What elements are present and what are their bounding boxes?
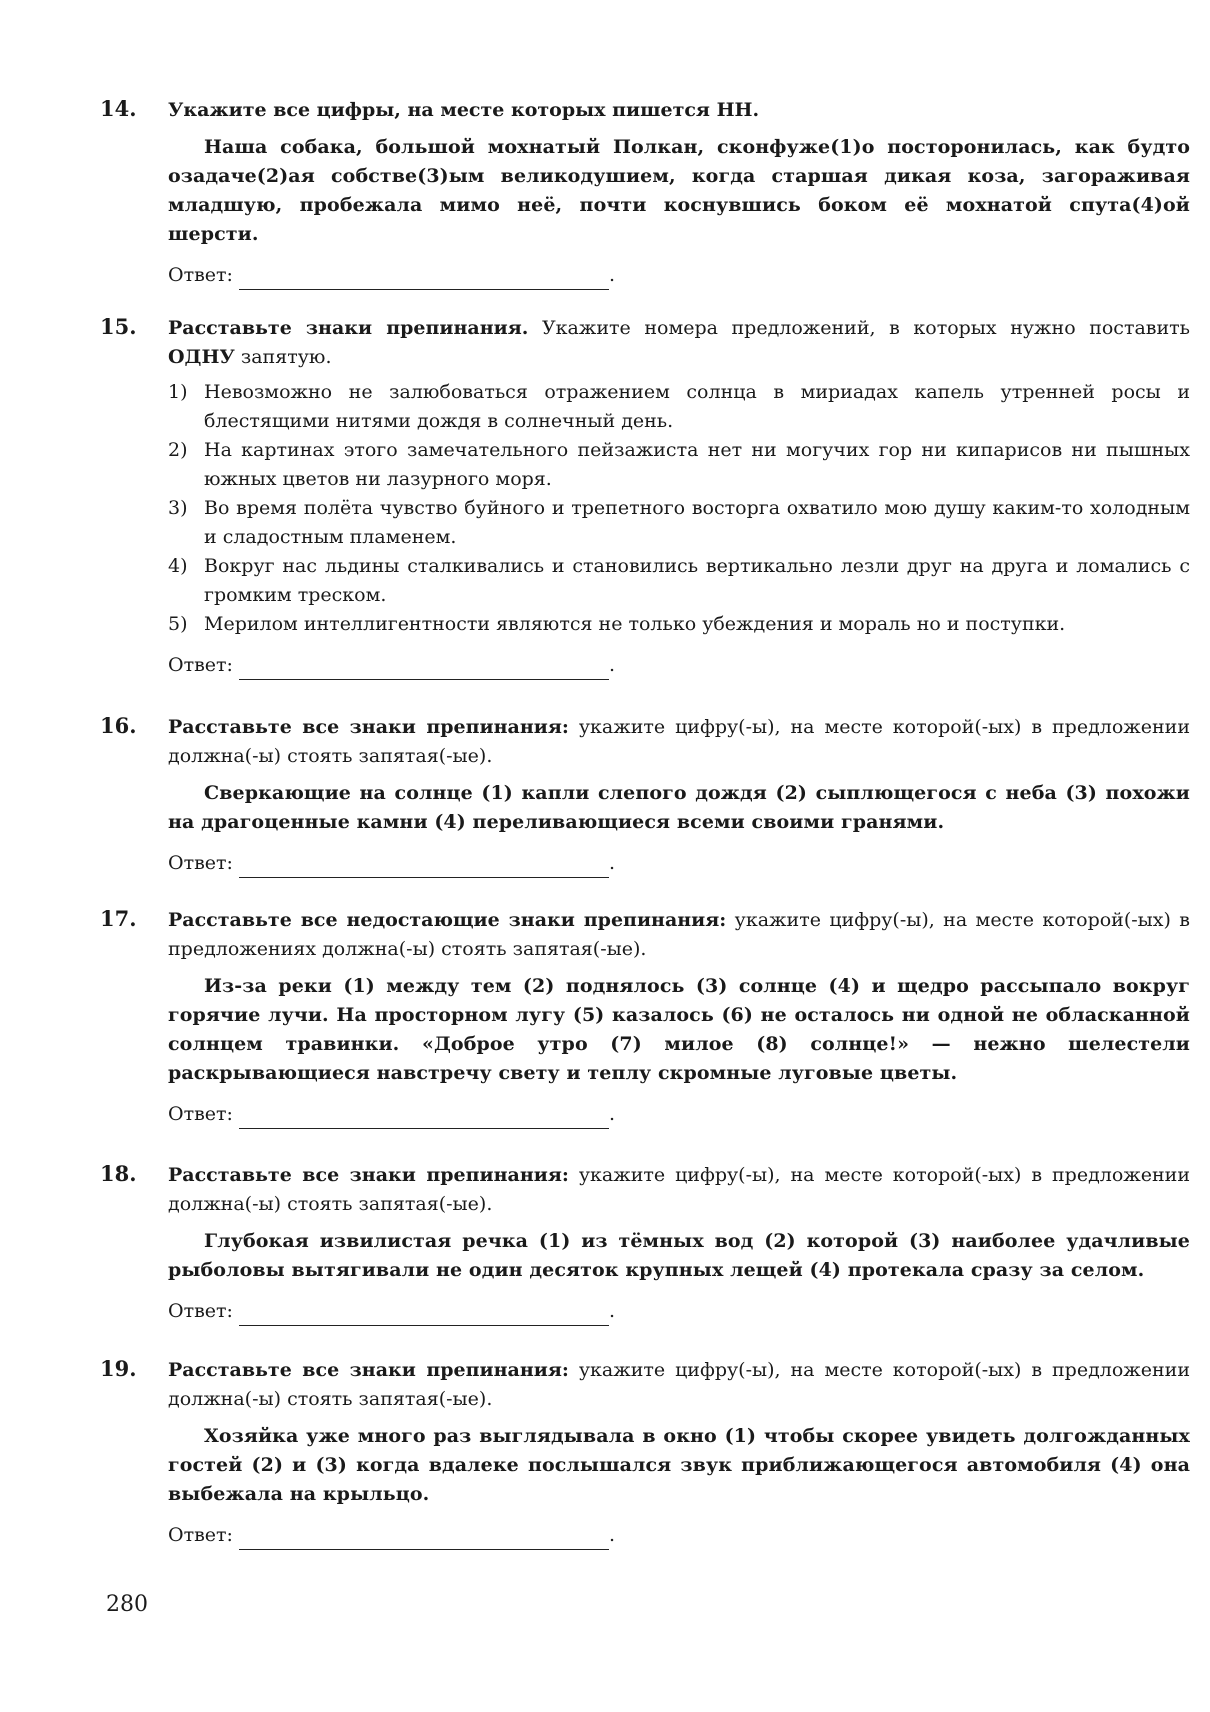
option-item: 5) Мерилом интеллигентности являются не только убеждения и мораль но и поступки. <box>168 613 1066 635</box>
task-instruction: Расставьте все знаки препинания: укажите цифру(-ы), на месте которой(-ых) в предложении должна(-ы) стоять запятая(-ые). <box>168 1164 1190 1215</box>
answer-label: Ответ: <box>168 852 233 874</box>
task-text: Сверкающие на солнце (1) капли слепого дождя (2) сыплющегося с неба (3) похожи на драгоценные камни (4) переливающиеся всеми своими гранями. <box>168 782 1190 833</box>
answer-line[interactable] <box>239 269 609 290</box>
answer-line[interactable] <box>239 1529 609 1550</box>
task-18 <box>100 1161 1190 1326</box>
task-number: 16. <box>100 713 137 738</box>
answer-line[interactable] <box>239 659 609 680</box>
task-text: Глубокая извилистая речка (1) из тёмных вод (2) которой (3) наиболее удачливые рыболовы вытягивали не один десяток крупных лещей (4) протекала сразу за селом. <box>168 1230 1190 1281</box>
task-15 <box>100 314 1190 680</box>
task-14 <box>100 96 1190 290</box>
answer-label: Ответ: <box>168 1300 233 1322</box>
page-number: 280 <box>106 1592 148 1617</box>
answer-line[interactable] <box>239 1305 609 1326</box>
task-instruction: Укажите все цифры, на месте которых пишется НН. <box>168 99 760 121</box>
task-17 <box>100 906 1190 1129</box>
answer-label: Ответ: <box>168 1524 233 1546</box>
answer-field[interactable]: Ответ: . <box>168 651 1190 680</box>
task-instruction: Расставьте все знаки препинания: укажите цифру(-ы), на месте которой(-ых) в предложении должна(-ы) стоять запятая(-ые). <box>168 1359 1190 1410</box>
answer-label: Ответ: <box>168 264 233 286</box>
task-text: Из-за реки (1) между тем (2) поднялось (3) солнце (4) и щедро рассыпало вокруг горячие лучи. На просторном лугу (5) казалось (6) не осталось ни одной не обласканной солнцем травинки. «Доброе утро (7) милое (8) солнце!» — нежно шелестели раскрывающиеся навстречу свету и теплу скромные луговые цветы. <box>168 975 1190 1084</box>
option-item: 3) Во время полёта чувство буйного и трепетного восторга охватило мою душу каким-то холодным и сладостным пламенем. <box>168 497 1190 548</box>
answer-field[interactable]: Ответ: . <box>168 1100 1190 1129</box>
task-instruction: Расставьте все недостающие знаки препинания: укажите цифру(-ы), на месте которой(-ых) в предложениях должна(-ы) стоять запятая(-ые). <box>168 909 1190 960</box>
answer-field[interactable]: Ответ: . <box>168 1521 1190 1550</box>
task-text: Наша собака, большой мохнатый Полкан, сконфуже(1)о посторонилась, как будто озадаче(2)ая собстве(3)ым великодушием, когда старшая дикая коза, загораживая младшую, пробежала мимо неё, почти коснувшись боком её мохнатой спута(4)ой шерсти. <box>168 136 1190 245</box>
task-16 <box>100 713 1190 878</box>
task-number: 18. <box>100 1161 137 1186</box>
task-number: 17. <box>100 906 137 931</box>
task-number: 14. <box>100 96 137 121</box>
task-19 <box>100 1356 1190 1550</box>
option-item: 4) Вокруг нас льдины сталкивались и становились вертикально лезли друг на друга и ломались с громким треском. <box>168 555 1190 606</box>
task-instruction: Расставьте все знаки препинания: укажите цифру(-ы), на месте которой(-ых) в предложении должна(-ы) стоять запятая(-ые). <box>168 716 1190 767</box>
answer-label: Ответ: <box>168 654 233 676</box>
answer-label: Ответ: <box>168 1103 233 1125</box>
task-instruction: Расставьте знаки препинания. Укажите номера предложений, в которых нужно поставить ОДНУ запятую. <box>168 317 1191 368</box>
answer-line[interactable] <box>239 1108 609 1129</box>
answer-line[interactable] <box>239 857 609 878</box>
task-number: 19. <box>100 1356 137 1381</box>
option-item: 1) Невозможно не залюбоваться отражением солнца в мириадах капель утренней росы и блестящими нитями дождя в солнечный день. <box>168 381 1190 432</box>
task-text: Хозяйка уже много раз выглядывала в окно (1) чтобы скорее увидеть долгожданных гостей (2) и (3) когда вдалеке послышался звук приближающегося автомобиля (4) она выбежала на крыльцо. <box>168 1425 1190 1505</box>
answer-field[interactable]: Ответ: . <box>168 849 1190 878</box>
task-number: 15. <box>100 314 137 339</box>
answer-field[interactable]: Ответ: . <box>168 1297 1190 1326</box>
options-list <box>168 378 1190 639</box>
answer-field[interactable]: Ответ: . <box>168 261 1190 290</box>
option-item: 2) На картинах этого замечательного пейзажиста нет ни могучих гор ни кипарисов ни пышных южных цветов ни лазурного моря. <box>168 439 1190 490</box>
